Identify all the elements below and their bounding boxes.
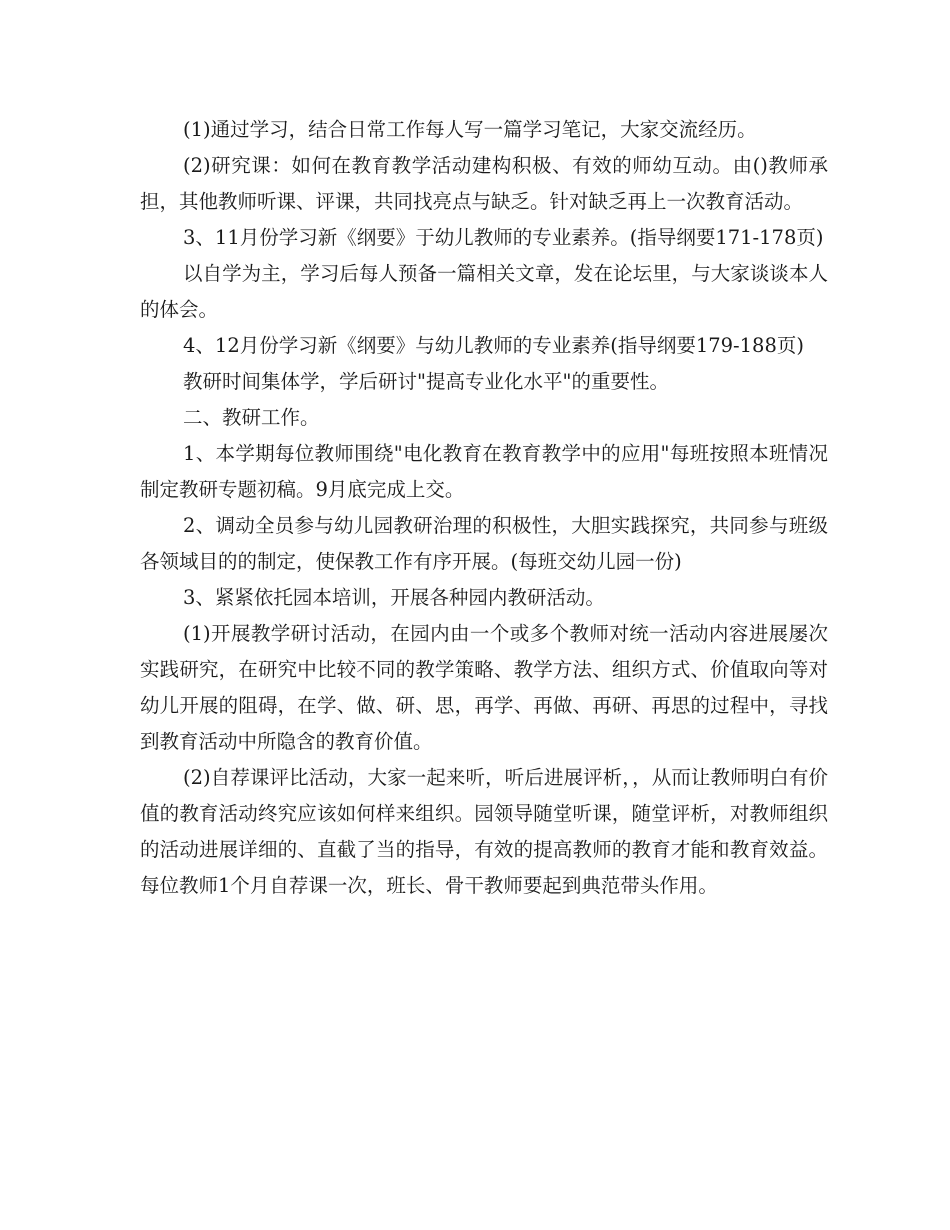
- document-body: [140, 112, 828, 904]
- paragraph-research-topic: 1、本学期每位教师围绕"电化教育在教育教学中的应用"每班按照本班情况制定教研专题初稿。9月底完成上交。: [140, 442, 828, 501]
- paragraph-november-study: 3、11月份学习新《纲要》于幼儿教师的专业素养。(指导纲要171-178页): [183, 226, 824, 249]
- paragraph-research-lesson: (2)研究课：如何在教育教学活动建构积极、有效的师幼互动。由()教师承担，其他教师听课、评课，共同找亮点与缺乏。针对缺乏再上一次教育活动。: [140, 154, 828, 213]
- paragraph-staff-participation: 2、调动全员参与幼儿园教研治理的积极性，大胆实践探究，共同参与班级各领域目的的制定，使保教工作有序开展。(每班交幼儿园一份): [140, 514, 828, 573]
- paragraph-recommended-lesson: (2)自荐课评比活动，大家一起来听，听后进展评析，，从而让教师明白有价值的教育活动终究应该如何样来组织。园领导随堂听课，随堂评析，对教师组织的活动进展详细的、直截了当的指导，有效的提高教师的教育才能和教育效益。每位教师1个月自荐课一次，班长、骨干教师要起到典范带头作用。: [140, 766, 828, 897]
- paragraph-study-notes: (1)通过学习，结合日常工作每人写一篇学习笔记，大家交流经历。: [183, 118, 757, 141]
- paragraph-teaching-seminar: (1)开展教学研讨活动，在园内由一个或多个教师对统一活动内容进展屡次实践研究，在研究中比较不同的教学策略、教学方法、组织方式、价值取向等对幼儿开展的阻碍，在学、做、研、思，再学、再做、再研、再思的过程中，寻找到教育活动中所隐含的教育价值。: [140, 622, 828, 753]
- paragraph-self-study: 以自学为主，学习后每人预备一篇相关文章，发在论坛里，与大家谈谈本人的体会。: [140, 262, 828, 321]
- paragraph-school-training: 3、紧紧依托园本培训，开展各种园内教研活动。: [183, 586, 605, 609]
- paragraph-group-study: 教研时间集体学，学后研讨"提高专业化水平"的重要性。: [183, 370, 669, 393]
- paragraph-december-study: 4、12月份学习新《纲要》与幼儿教师的专业素养(指导纲要179-188页): [183, 334, 804, 357]
- section-heading-teaching-research: 二、教研工作。: [183, 406, 320, 429]
